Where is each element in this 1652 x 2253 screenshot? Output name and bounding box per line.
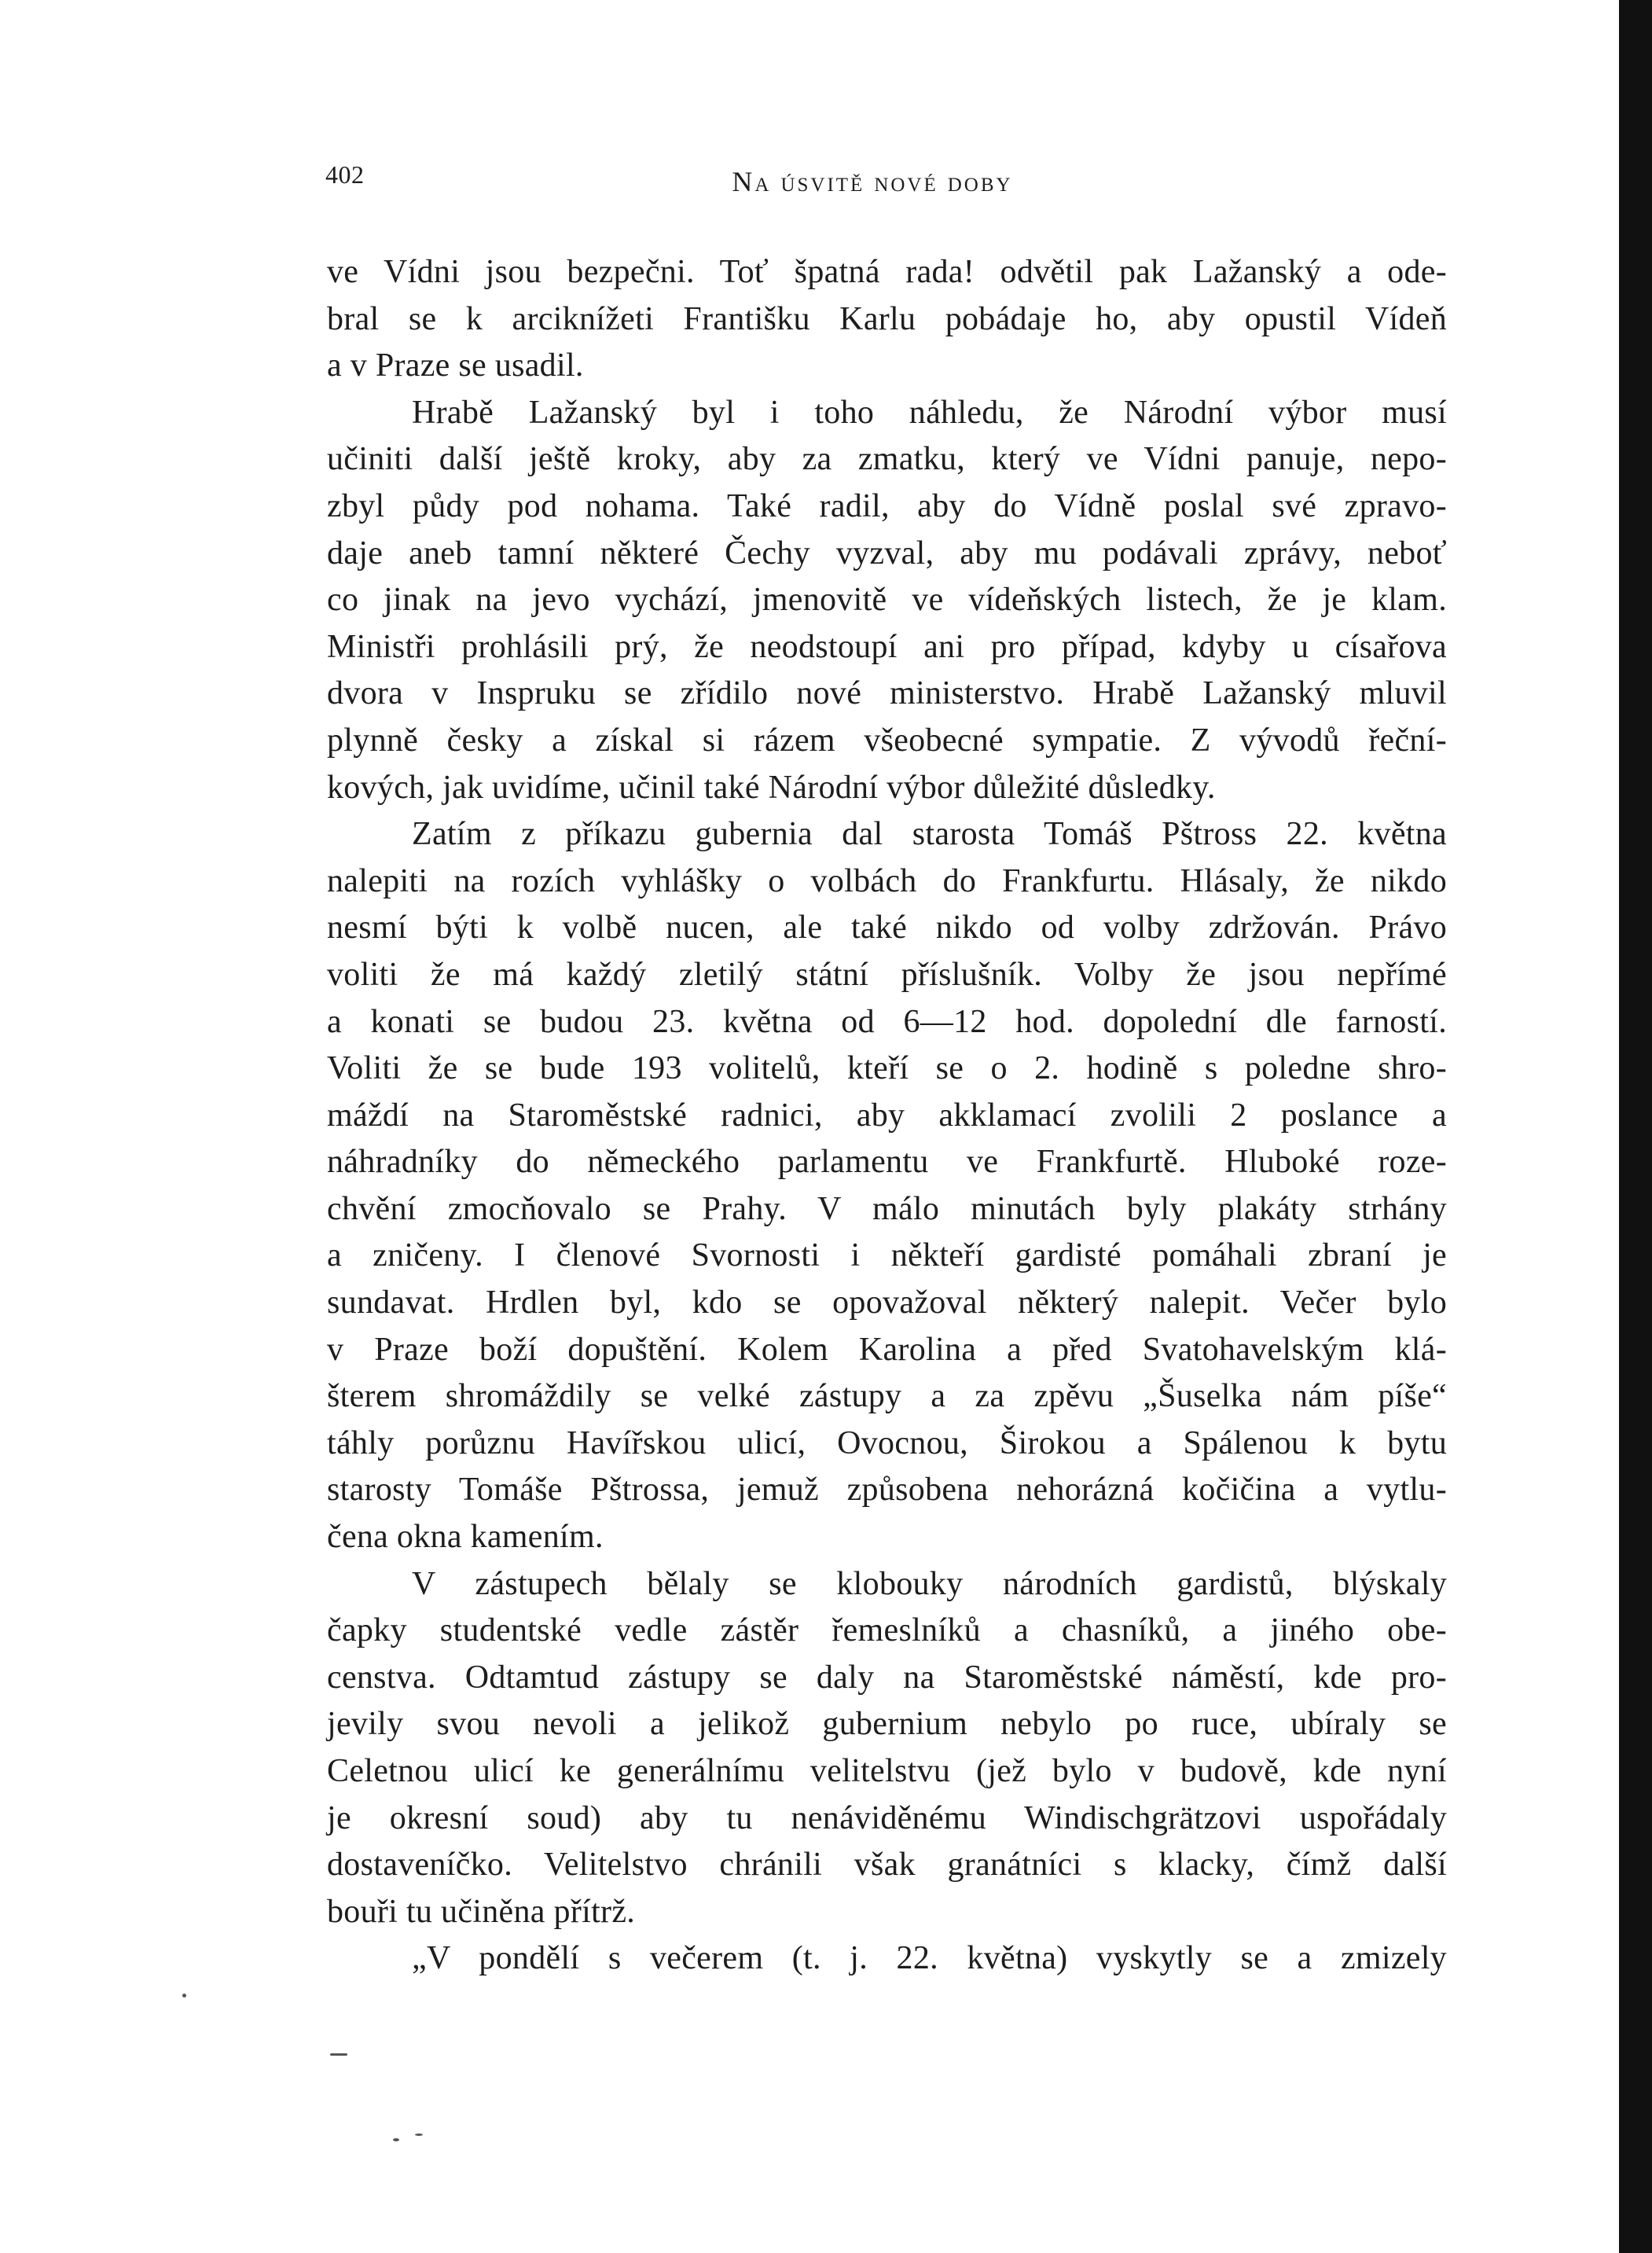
text-line: dostaveníčko. Velitelstvo chránili však granátníci s klacky, čímž další	[327, 1847, 1447, 1884]
text-line: Zatím z příkazu gubernia dal starosta Tomáš Pštross 22. května	[412, 816, 1447, 853]
body-text	[327, 249, 1447, 1983]
text-line: čapky studentské vedle zástěr řemeslníků a chasníků, a jiného obe-	[327, 1612, 1447, 1649]
text-line: bouři tu učiněna přítrž.	[327, 1893, 636, 1930]
scan-speck	[415, 2134, 423, 2136]
text-line: a zničeny. I členové Svornosti i někteří gardisté pomáhali zbraní je	[327, 1237, 1447, 1274]
text-line: V zástupech bělaly se klobouky národních gardistů, blýskaly	[412, 1565, 1447, 1602]
text-line: náhradníky do německého parlamentu ve Frankfurtě. Hluboké roze-	[327, 1144, 1447, 1181]
text-line: censtva. Odtamtud zástupy se daly na Staroměstské náměstí, kde pro-	[327, 1659, 1447, 1696]
text-line: bral se k arciknížeti Františku Karlu pobádaje ho, aby opustil Vídeň	[327, 300, 1447, 337]
text-line: a konati se budou 23. května od 6—12 hod. dopolední dle farností.	[327, 1003, 1447, 1040]
text-line: Celetnou ulicí ke generálnímu velitelstvu (jež bylo v budově, kde nyní	[327, 1753, 1447, 1789]
text-line: šterem shromáždily se velké zástupy a za zpěvu „Šuselka nám píše“	[327, 1378, 1447, 1415]
text-line: nalepiti na rozích vyhlášky o volbách do Frankfurtu. Hlásaly, že nikdo	[327, 862, 1447, 899]
text-line: Ministři prohlásili prý, že neodstoupí ani pro případ, kdyby u císařova	[327, 628, 1447, 665]
text-line: zbyl půdy pod nohama. Také radil, aby do Vídně poslal své zpravo-	[327, 487, 1447, 524]
text-line: je okresní soud) aby tu nenáviděnému Windischgrätzovi uspořádaly	[327, 1799, 1447, 1836]
text-line: Hrabě Lažanský byl i toho náhledu, že Národní výbor musí	[412, 394, 1447, 431]
page-number: 402	[325, 160, 365, 189]
text-line: „V pondělí s večerem (t. j. 22. května) vyskytly se a zmizely	[412, 1940, 1447, 1977]
scan-speck	[393, 2138, 399, 2141]
text-line: plynně česky a získal si rázem všeobecné sympatie. Z vývodů řeční-	[327, 722, 1447, 759]
text-line: voliti že má každý zletilý státní příslušník. Volby že jsou nepřímé	[327, 956, 1447, 993]
text-line: nesmí býti k volbě nucen, ale také nikdo od volby zdržován. Právo	[327, 910, 1447, 946]
text-line: máždí na Staroměstské radnici, aby akklamací zvolili 2 poslance a	[327, 1097, 1447, 1134]
text-line: dvora v Inspruku se zřídilo nové ministerstvo. Hrabě Lažanský mluvil	[327, 675, 1447, 712]
scan-edge	[1619, 0, 1652, 2253]
text-line: Voliti že se bude 193 volitelů, kteří se o 2. hodině s poledne shro-	[327, 1050, 1447, 1087]
scan-speck	[330, 2053, 347, 2056]
scan-speck	[182, 1994, 186, 1998]
text-line: co jinak na jevo vychází, jmenovitě ve vídeňských listech, že je klam.	[327, 582, 1447, 619]
text-line: sundavat. Hrdlen byl, kdo se opovažoval některý nalepit. Večer bylo	[327, 1285, 1447, 1321]
text-line: v Praze boží dopuštění. Kolem Karolina a před Svatohavelským klá-	[327, 1331, 1447, 1368]
text-line: starosty Tomáše Pštrossa, jemuž způsobena nehorázná kočičina a vytlu-	[327, 1472, 1447, 1509]
text-line: jevily svou nevoli a jelikož gubernium nebylo po ruce, ubíraly se	[327, 1706, 1447, 1743]
text-line: ve Vídni jsou bezpečni. Toť špatná rada! odvětil pak Lažanský a ode-	[327, 254, 1447, 290]
text-line: kových, jak uvidíme, učinil také Národní výbor důležité důsledky.	[327, 769, 1216, 806]
text-line: daje aneb tamní některé Čechy vyzval, aby mu podávali zprávy, neboť	[327, 535, 1447, 572]
text-line: táhly porůznu Havířskou ulicí, Ovocnou, Širokou a Spálenou k bytu	[327, 1424, 1447, 1461]
running-title: Na úsvitě nové doby	[732, 166, 1013, 197]
text-line: učiniti další ještě kroky, aby za zmatku, který ve Vídni panuje, nepo-	[327, 441, 1447, 478]
text-line: chvění zmocňovalo se Prahy. V málo minutách byly plakáty strhány	[327, 1190, 1447, 1227]
text-line: čena okna kamením.	[327, 1519, 604, 1556]
text-line: a v Praze se usadil.	[327, 347, 584, 384]
